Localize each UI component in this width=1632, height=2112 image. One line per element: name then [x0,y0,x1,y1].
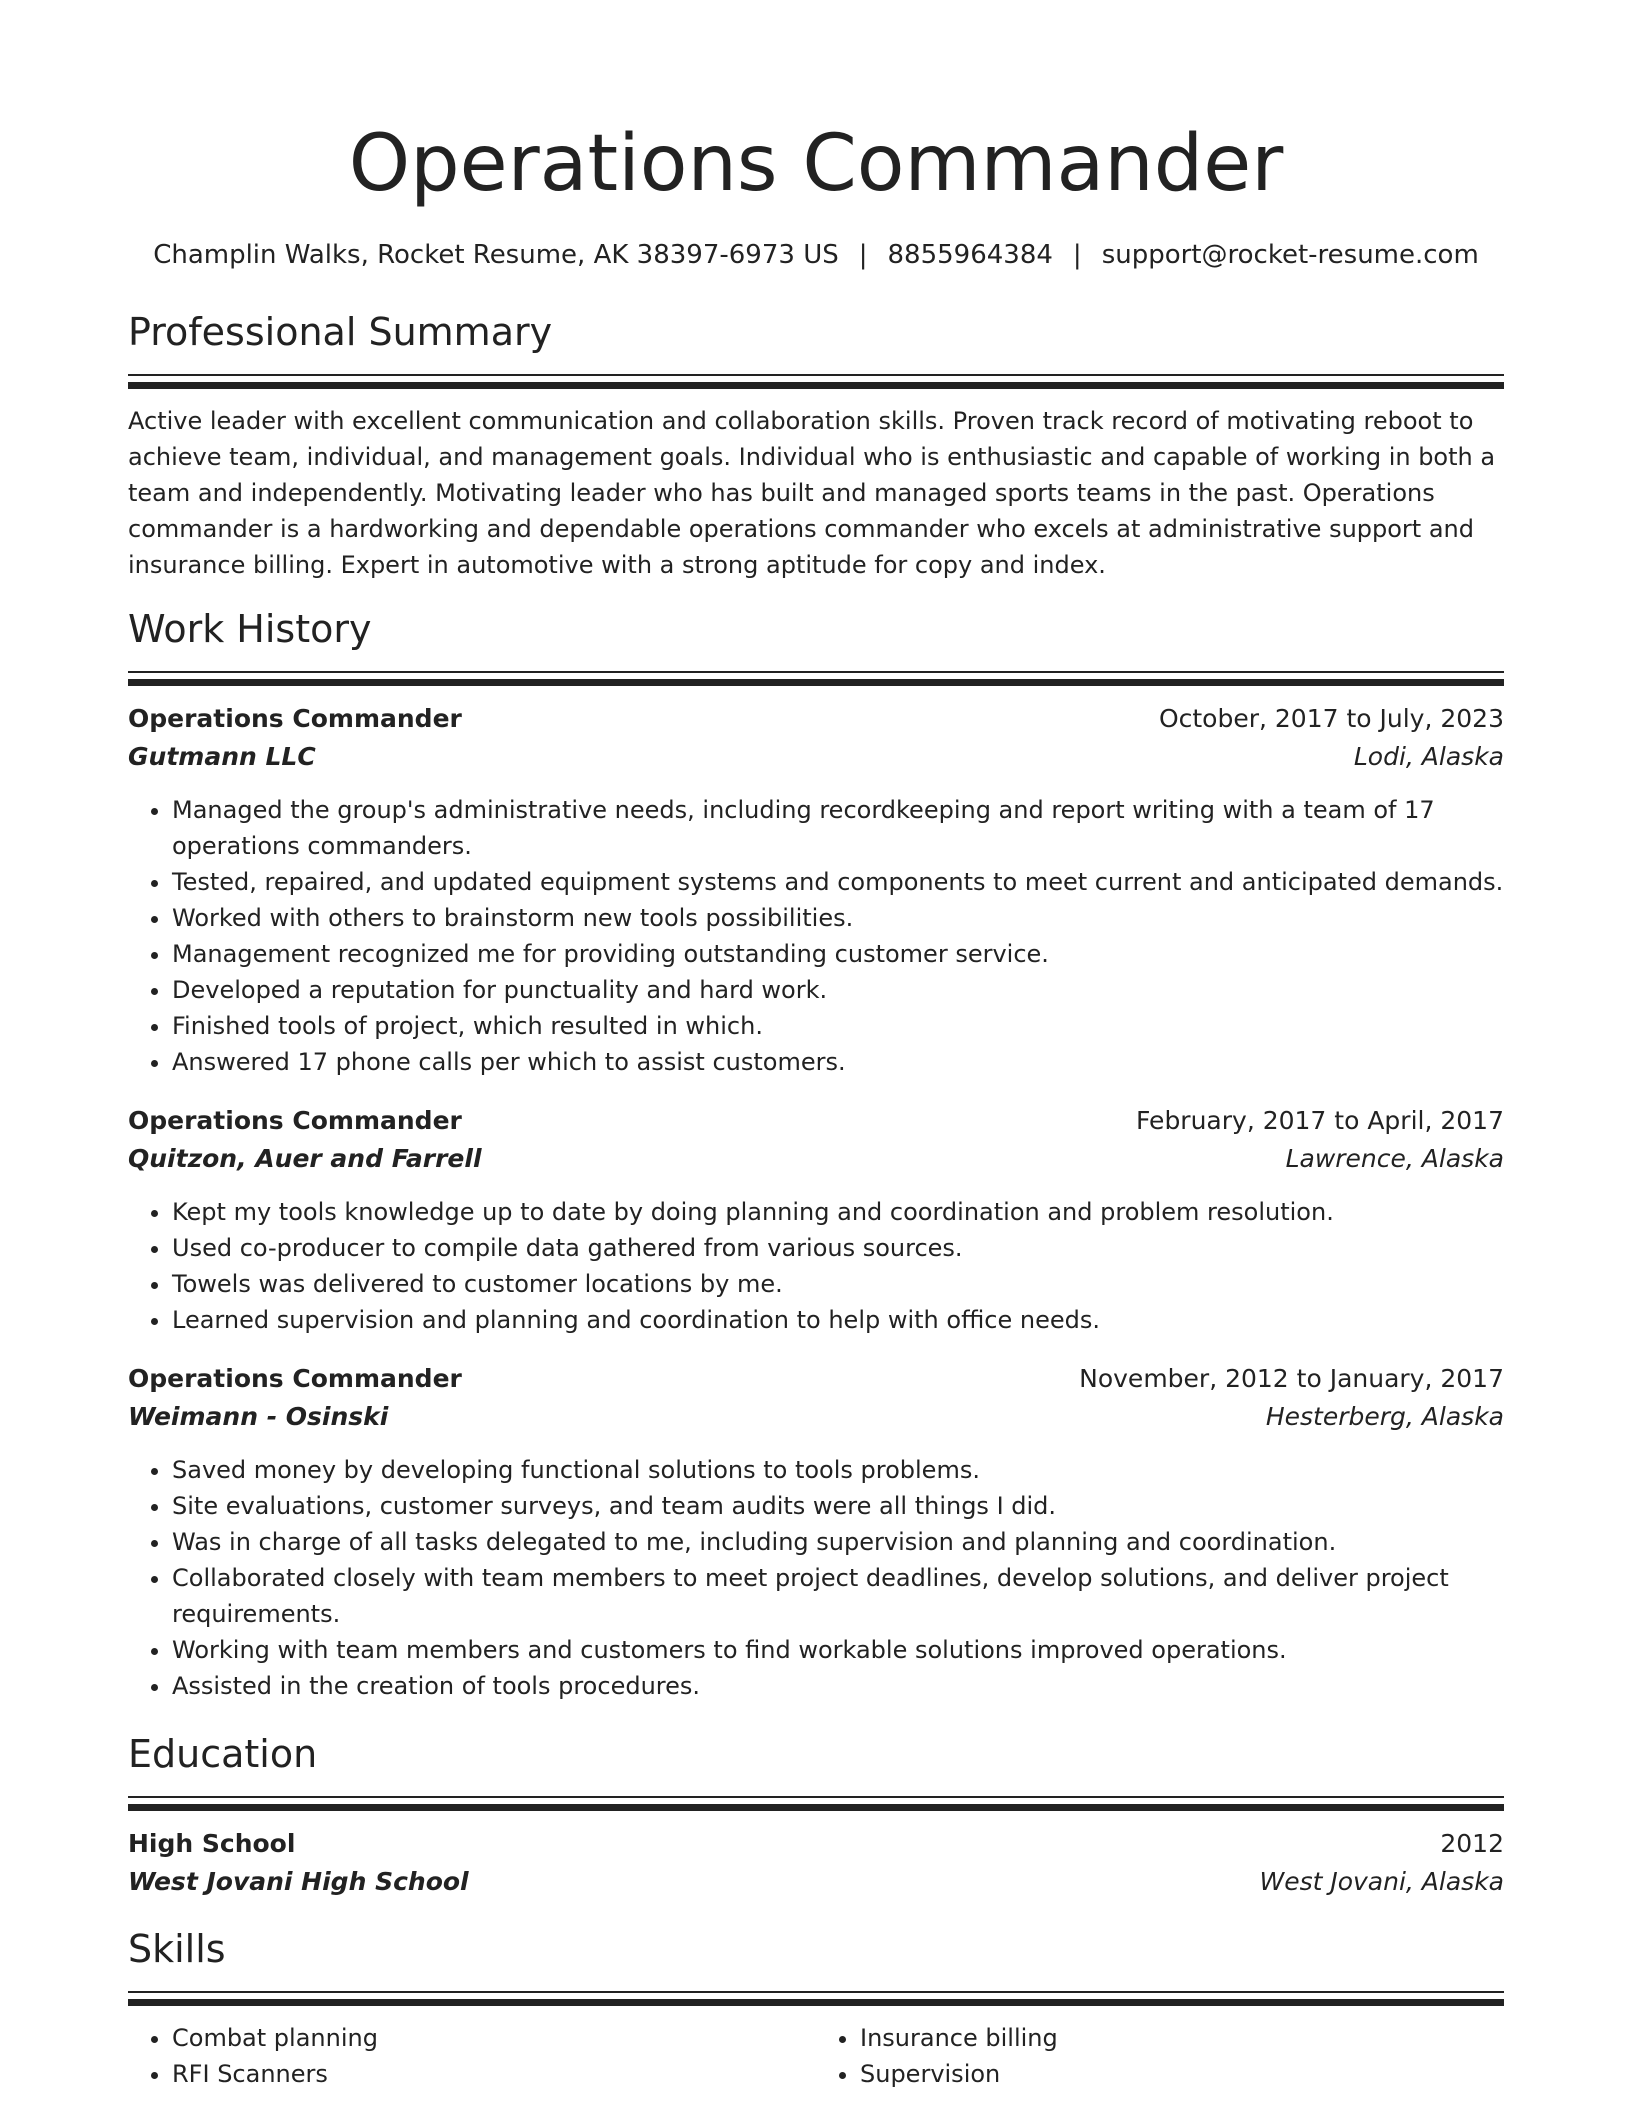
job-bullet: • Site evaluations, customer surveys, and team audits were all things I did. [172,1488,1504,1524]
contact-line [128,238,1504,272]
job-bullet: • Answered 17 phone calls per which to assist customers. [172,1044,1504,1080]
section-title-education: Education [128,1732,318,1776]
skill-item: • Combat planning [172,2020,816,2056]
contact-address: Champlin Walks, Rocket Resume, AK 38397-6973 US [153,240,839,270]
resume-name: Operations Commander [348,119,1284,209]
job-title: Operations Commander [128,1106,462,1135]
job-header-row [128,700,1504,738]
contact-separator: | [1072,240,1082,270]
job-company-row [128,1398,1504,1436]
job-header-row [128,1102,1504,1140]
job-location: Hesterberg, Alaska [1265,1402,1504,1431]
section-title-summary: Professional Summary [128,310,553,354]
section-title-work-history: Work History [128,607,372,651]
section-title-skills: Skills [128,1927,226,1971]
job-location: Lawrence, Alaska [1285,1144,1504,1173]
job-bullet: • Management recognized me for providing outstanding customer service. [172,936,1504,972]
section-divider [128,1796,1504,1811]
contact-separator: | [858,240,868,270]
job-title: Operations Commander [128,704,462,733]
job-bullet: • Finished tools of project, which resulted in which. [172,1008,1504,1044]
work-history-section [128,605,1504,1704]
job-bullets [128,1452,1504,1704]
contact-email: support@rocket-resume.com [1101,240,1479,270]
contact-phone: 8855964384 [887,240,1053,270]
skill-item: • Insurance billing [860,2020,1504,2056]
job-bullet: • Learned supervision and planning and coordination to help with office needs. [172,1302,1504,1338]
section-divider [128,671,1504,686]
job-bullet: • Kept my tools knowledge up to date by doing planning and coordination and problem resolution. [172,1194,1504,1230]
job-header-row [128,1360,1504,1398]
skill-item: • Supervision [860,2056,1504,2092]
job-company: Quitzon, Auer and Farrell [128,1144,482,1173]
education-year: 2012 [1440,1829,1504,1858]
job-company-row [128,1140,1504,1178]
job-dates: October, 2017 to July, 2023 [1158,704,1504,733]
section-divider [128,374,1504,389]
skills-columns [128,2020,1504,2092]
skills-section [128,1925,1504,2092]
education-school-row [128,1863,1504,1901]
skill-item: • RFI Scanners [172,2056,816,2092]
education-school: West Jovani High School [128,1867,469,1896]
job-bullet: • Towels was delivered to customer locations by me. [172,1266,1504,1302]
job-bullet: • Worked with others to brainstorm new tools possibilities. [172,900,1504,936]
job-bullet: • Collaborated closely with team members to meet project deadlines, develop solutions, and deliver project requirements. [172,1560,1504,1632]
job-bullet: • Managed the group's administrative needs, including recordkeeping and report writing with a team of 17 operations commanders. [172,792,1504,864]
education-location: West Jovani, Alaska [1259,1867,1504,1896]
job-location: Lodi, Alaska [1353,742,1504,771]
job-bullet: • Tested, repaired, and updated equipment systems and components to meet current and anticipated demands. [172,864,1504,900]
education-header-row [128,1825,1504,1863]
section-divider [128,1991,1504,2006]
education-entry [128,1825,1504,1901]
job-entry [128,1102,1504,1338]
job-dates: November, 2012 to January, 2017 [1079,1364,1504,1393]
job-company: Gutmann LLC [128,742,316,771]
job-bullet: • Used co-producer to compile data gathered from various sources. [172,1230,1504,1266]
skills-column-right [816,2020,1504,2092]
summary-section [128,308,1504,583]
job-bullet: • Working with team members and customers to find workable solutions improved operations. [172,1632,1504,1668]
job-entry [128,700,1504,1080]
job-title: Operations Commander [128,1364,462,1393]
job-dates: February, 2017 to April, 2017 [1136,1106,1504,1135]
job-bullet: • Developed a reputation for punctuality and hard work. [172,972,1504,1008]
skills-column-left [128,2020,816,2092]
education-degree: High School [128,1829,296,1858]
summary-text: Active leader with excellent communication and collaboration skills. Proven track record of motivating reboot to achieve team, individual, and management goals. Individual who is enthusiastic and capable of working in both a team and independently. Motivating leader who has built and managed sports teams in the past. Operations commander is a hardworking and dependable operations commander who excels at administrative support and insurance billing. Expert in automotive with a strong aptitude for copy and index. [128,407,1496,579]
job-bullet: • Saved money by developing functional solutions to tools problems. [172,1452,1504,1488]
education-section [128,1730,1504,1901]
job-bullet: • Was in charge of all tasks delegated to me, including supervision and planning and coordination. [172,1524,1504,1560]
job-bullet: • Assisted in the creation of tools procedures. [172,1668,1504,1704]
job-company: Weimann - Osinski [128,1402,389,1431]
job-company-row [128,738,1504,776]
job-bullets [128,1194,1504,1338]
job-entry [128,1360,1504,1704]
job-bullets [128,792,1504,1080]
